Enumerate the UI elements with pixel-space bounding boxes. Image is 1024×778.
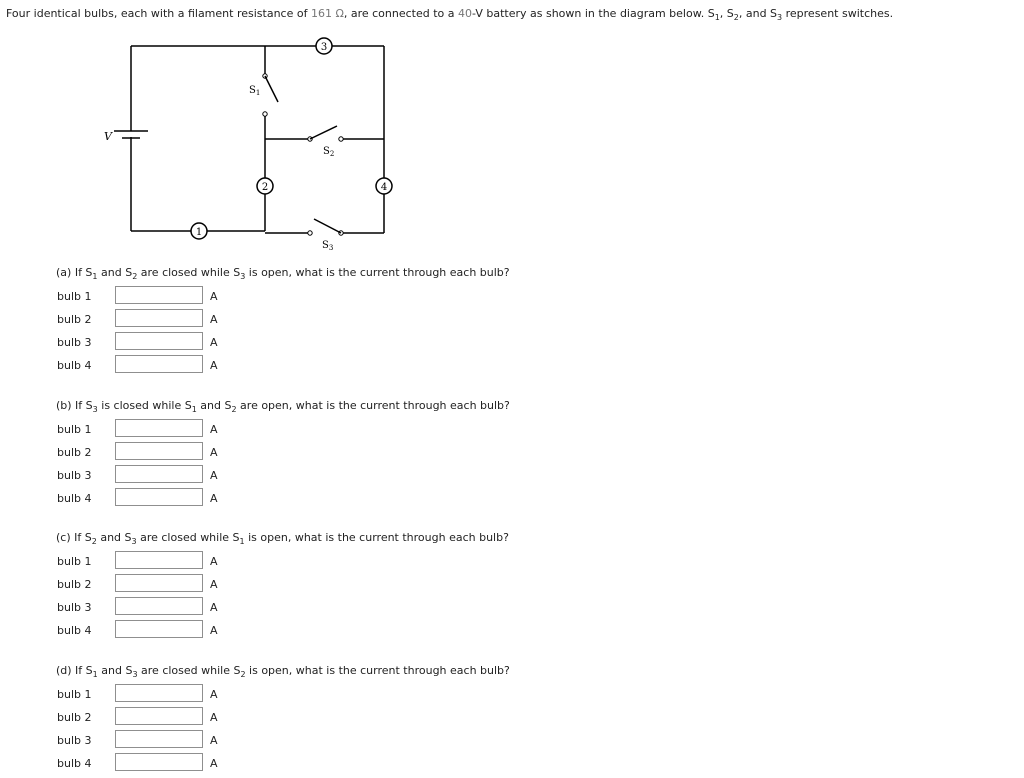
switch-s2-contact-right (339, 137, 343, 141)
problem-text-before: Four identical bulbs, each with a filament resistance of (6, 7, 311, 20)
unit-label: A (210, 555, 218, 568)
resistance-value: 161 Ω (310, 7, 344, 20)
unit-label: A (210, 290, 218, 303)
question-b-state2: are open, what is the current through each bulb? (236, 399, 510, 412)
answer-d-bulb-2-input[interactable] (115, 707, 203, 725)
answer-d-bulb-4-input[interactable] (115, 753, 203, 771)
question-d (56, 664, 510, 677)
question-b-sub-2: 1 (191, 405, 197, 414)
switch-s2-label (323, 146, 334, 158)
question-a (56, 266, 510, 279)
question-b-middle: is closed while S (97, 399, 192, 412)
switch-s1-label-sub: 1 (255, 89, 261, 97)
bulb-label: bulb 3 (57, 601, 92, 614)
unit-label: A (210, 423, 218, 436)
bulb-label: bulb 2 (57, 313, 92, 326)
switch-s3-lever (314, 219, 341, 233)
question-b-state1: and S (196, 399, 232, 412)
answer-d-bulb-1-input[interactable] (115, 684, 203, 702)
answer-a-bulb-2-input[interactable] (115, 309, 203, 327)
bulb-label: bulb 2 (57, 578, 92, 591)
question-b (56, 399, 510, 412)
problem-sep1: , (719, 7, 727, 20)
bulb-label: bulb 3 (57, 469, 92, 482)
bulb-label: bulb 3 (57, 336, 92, 349)
voltage-value: 40 (458, 7, 473, 20)
answer-a-bulb-3-input[interactable] (115, 332, 203, 350)
answer-b-bulb-1-input[interactable] (115, 419, 203, 437)
switch-s2-label-letter: S (323, 146, 330, 157)
bulb-label: bulb 4 (57, 757, 92, 770)
unit-label: A (210, 313, 218, 326)
question-a-sub-1: 1 (92, 272, 98, 281)
bulb-3-label: 3 (320, 42, 328, 53)
question-a-state2: is open, what is the current through each bulb? (245, 266, 510, 279)
bulb-label: bulb 1 (57, 290, 92, 303)
unit-label: A (210, 446, 218, 459)
unit-label: A (210, 359, 218, 372)
question-a-sub-3: 3 (240, 272, 246, 281)
question-c-prefix: (c) If S (56, 531, 92, 544)
answer-b-bulb-3-input[interactable] (115, 465, 203, 483)
question-d-state1: are closed while S (137, 664, 241, 677)
bulb-label: bulb 4 (57, 492, 92, 505)
unit-label: A (210, 336, 218, 349)
answer-c-bulb-3-input[interactable] (115, 597, 203, 615)
switch-s2-label-sub: 2 (329, 150, 335, 158)
question-b-sub-1: 3 (92, 405, 98, 414)
answer-b-bulb-2-input[interactable] (115, 442, 203, 460)
unit-label: A (210, 601, 218, 614)
question-c-sub-2: 3 (131, 537, 137, 546)
unit-label: A (210, 711, 218, 724)
question-a-middle: and S (97, 266, 133, 279)
switch-s1-lever (265, 76, 278, 102)
unit-label: A (210, 492, 218, 505)
problem-text-after: -V battery as shown in the diagram below. (472, 7, 708, 20)
problem-ending: represent switches. (782, 7, 894, 20)
bulb-2-label: 2 (261, 182, 269, 193)
question-c-middle: and S (96, 531, 132, 544)
bulb-label: bulb 4 (57, 359, 92, 372)
answer-a-bulb-4-input[interactable] (115, 355, 203, 373)
answer-c-bulb-4-input[interactable] (115, 620, 203, 638)
question-a-prefix: (a) If S (56, 266, 93, 279)
bulb-4-label: 4 (380, 182, 388, 193)
answer-b-bulb-4-input[interactable] (115, 488, 203, 506)
question-d-sub-3: 2 (240, 670, 246, 679)
switch-s1-subscript: 1 (714, 13, 720, 22)
bulb-label: bulb 2 (57, 711, 92, 724)
unit-label: A (210, 578, 218, 591)
switch-s2-lever (310, 126, 337, 139)
question-d-prefix: (d) If S (56, 664, 93, 677)
answer-a-bulb-1-input[interactable] (115, 286, 203, 304)
switch-s1-letter: S (707, 7, 715, 20)
unit-label: A (210, 469, 218, 482)
question-c-state2: is open, what is the current through each bulb? (244, 531, 509, 544)
switch-s2-letter: S (726, 7, 734, 20)
question-a-state1: are closed while S (137, 266, 241, 279)
switch-s1-contact-bottom (263, 112, 267, 116)
problem-sep2: , and (738, 7, 771, 20)
problem-text-mid: , are connected to a (343, 7, 459, 20)
switch-s3-letter: S (770, 7, 778, 20)
switch-s3-subscript: 3 (777, 13, 783, 22)
switch-s1-label (249, 85, 260, 97)
switch-s3-label (322, 240, 333, 252)
question-d-state2: is open, what is the current through each bulb? (245, 664, 510, 677)
question-d-sub-2: 3 (132, 670, 138, 679)
answer-d-bulb-3-input[interactable] (115, 730, 203, 748)
switch-s1-label-letter: S (249, 85, 256, 96)
switch-s2-subscript: 2 (733, 13, 739, 22)
switch-s3-label-sub: 3 (328, 244, 334, 252)
bulb-label: bulb 1 (57, 423, 92, 436)
unit-label: A (210, 757, 218, 770)
question-d-sub-1: 1 (92, 670, 98, 679)
question-c-state1: are closed while S (136, 531, 240, 544)
question-d-middle: and S (97, 664, 133, 677)
question-c (56, 531, 509, 544)
switch-s3-contact-left (308, 231, 312, 235)
bulb-1-label: 1 (195, 227, 203, 238)
answer-c-bulb-2-input[interactable] (115, 574, 203, 592)
circuit-diagram (0, 0, 420, 260)
question-c-sub-3: 1 (239, 537, 245, 546)
switch-s3-label-letter: S (322, 240, 329, 251)
battery-label: V (104, 130, 112, 143)
bulb-label: bulb 1 (57, 688, 92, 701)
bulb-label: bulb 4 (57, 624, 92, 637)
answer-c-bulb-1-input[interactable] (115, 551, 203, 569)
bulb-label: bulb 3 (57, 734, 92, 747)
question-b-sub-3: 2 (231, 405, 237, 414)
question-b-prefix: (b) If S (56, 399, 93, 412)
unit-label: A (210, 688, 218, 701)
question-c-sub-1: 2 (91, 537, 97, 546)
unit-label: A (210, 734, 218, 747)
bulb-label: bulb 1 (57, 555, 92, 568)
bulb-label: bulb 2 (57, 446, 92, 459)
question-a-sub-2: 2 (132, 272, 138, 281)
unit-label: A (210, 624, 218, 637)
